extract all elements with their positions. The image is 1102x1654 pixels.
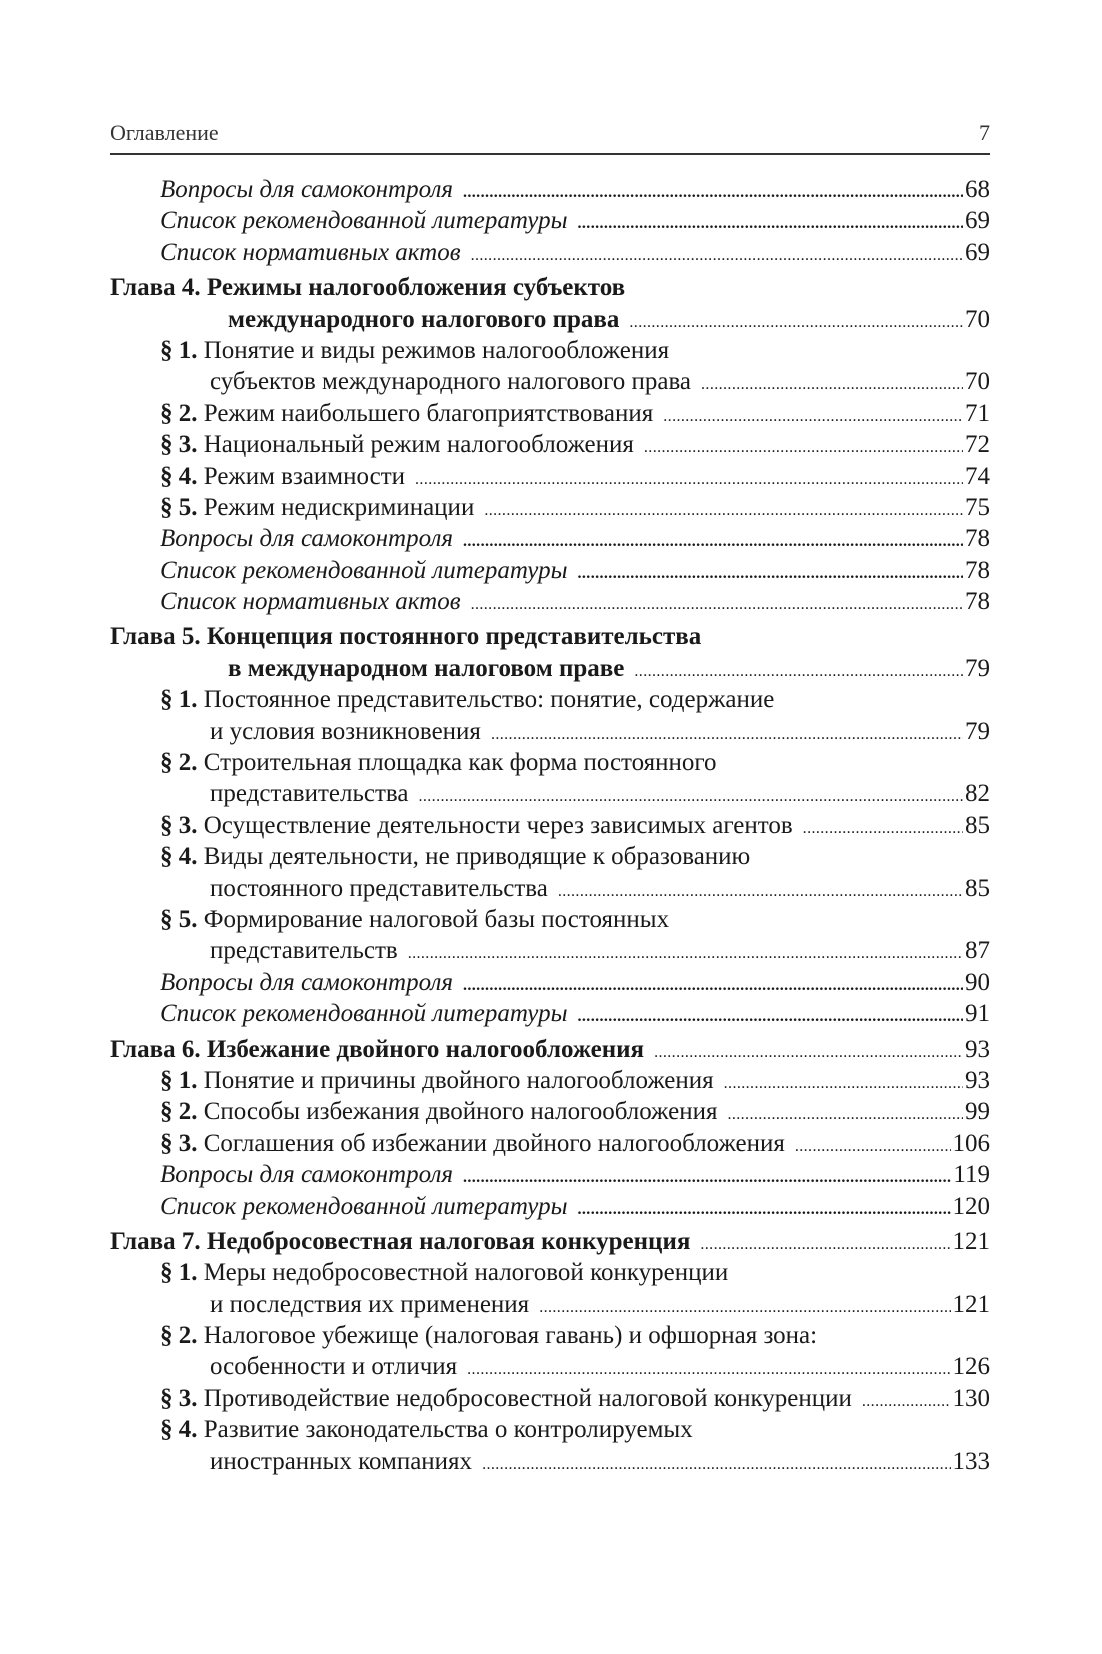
section-title: Способы избежания двойного налогообложения	[203, 1098, 718, 1126]
appendix-title: Список нормативных актов	[160, 238, 461, 266]
page-ref: 74	[965, 462, 990, 490]
page-ref: 99	[965, 1098, 990, 1126]
toc-entry[interactable]	[110, 586, 990, 617]
section-number: § 2.	[160, 399, 198, 427]
toc-entry[interactable]	[110, 1320, 990, 1351]
section-number: § 3.	[160, 1384, 198, 1412]
dot-leader	[654, 1034, 963, 1068]
appendix-title: Список рекомендованной литературы	[160, 1192, 568, 1220]
section-title: Формирование налоговой базы постоянных	[203, 905, 670, 933]
toc-entry[interactable]	[110, 935, 990, 966]
toc-entry[interactable]	[110, 904, 990, 935]
toc-entry[interactable]	[110, 205, 990, 236]
appendix-title: Список рекомендованной литературы	[160, 1000, 568, 1028]
running-header	[110, 117, 990, 155]
section-title: Налоговое убежище (налоговая гавань) и офшорная зона:	[203, 1322, 818, 1350]
section-title: представительств	[210, 937, 398, 965]
page-ref: 78	[965, 525, 990, 553]
section-title: Противодействие недобросовестной налоговой конкуренции	[203, 1384, 852, 1412]
dot-leader	[701, 366, 963, 400]
toc-entry[interactable]	[110, 272, 990, 303]
toc-entry[interactable]	[110, 967, 990, 998]
toc-entry[interactable]	[110, 1446, 990, 1477]
chapter-title: Концепция постоянного представительства	[206, 623, 702, 651]
section-title: Меры недобросовестной налоговой конкуренции	[203, 1259, 729, 1287]
page-ref: 106	[952, 1129, 990, 1157]
section-number: § 5.	[160, 493, 198, 521]
section-title: Развитие законодательства о контролируемых	[203, 1416, 693, 1444]
page-ref: 68	[965, 176, 990, 203]
page-number: 7	[979, 120, 990, 145]
toc-entry[interactable]	[110, 1351, 990, 1382]
section-number: § 2.	[160, 749, 198, 777]
section-title: постоянного представительства	[210, 874, 548, 902]
section-title: Режим недискриминации	[203, 493, 475, 521]
appendix-title: Список нормативных актов	[160, 588, 461, 616]
dot-leader	[484, 492, 963, 526]
section-title: Понятие и причины двойного налогообложения	[203, 1066, 714, 1094]
page-ref: 120	[952, 1192, 990, 1220]
page-ref: 72	[965, 431, 990, 459]
appendix-title: Вопросы для самоконтроля	[160, 525, 453, 553]
toc-entry[interactable]	[110, 716, 990, 747]
page-ref: 71	[965, 399, 990, 427]
section-title: Режим взаимности	[203, 462, 406, 490]
toc-entry[interactable]	[110, 1034, 990, 1065]
dot-leader	[471, 586, 963, 620]
page-ref: 69	[965, 207, 990, 235]
toc-entry[interactable]	[110, 174, 990, 205]
toc-entry[interactable]	[110, 1096, 990, 1127]
chapter-number: Глава 4.	[110, 274, 201, 302]
page-ref: 78	[965, 588, 990, 616]
section-title: субъектов международного налогового права	[210, 368, 692, 396]
section-title: Виды деятельности, не приводящие к образованию	[203, 843, 751, 871]
chapter-title: международного налогового права	[228, 305, 620, 333]
dot-leader	[795, 1128, 951, 1162]
toc-entry[interactable]	[110, 747, 990, 778]
page-ref: 70	[965, 305, 990, 333]
page-ref: 130	[952, 1384, 990, 1412]
toc-entry[interactable]	[110, 1159, 990, 1190]
dot-leader	[634, 653, 963, 687]
toc-entry[interactable]	[110, 1257, 990, 1288]
chapter-number: Глава 6.	[110, 1035, 201, 1063]
section-title: Осуществление деятельности через зависимых агентов	[203, 811, 793, 839]
toc-entry[interactable]	[110, 998, 990, 1029]
toc-entry[interactable]	[110, 461, 990, 492]
toc-entry[interactable]	[110, 873, 990, 904]
toc-entry[interactable]	[110, 492, 990, 523]
page-ref: 70	[965, 368, 990, 396]
dot-leader	[578, 205, 964, 239]
section-number: § 3.	[160, 431, 198, 459]
page-ref: 121	[952, 1290, 990, 1318]
chapter-title: в международном налоговом праве	[228, 654, 625, 682]
page-ref: 119	[953, 1161, 990, 1189]
section-number: § 1.	[160, 1259, 198, 1287]
dot-leader	[629, 304, 963, 338]
page-ref: 75	[965, 493, 990, 521]
page-ref: 85	[965, 811, 990, 839]
dot-leader	[727, 1096, 963, 1130]
table-of-contents	[110, 174, 990, 1477]
dot-leader	[862, 1383, 951, 1417]
page-ref: 133	[952, 1447, 990, 1475]
dot-leader	[644, 429, 963, 463]
section-number: § 1.	[160, 1066, 198, 1094]
toc-entry[interactable]	[110, 1128, 990, 1159]
chapter-number: Глава 7.	[110, 1227, 201, 1255]
page-ref: 78	[965, 556, 990, 584]
appendix-title: Вопросы для самоконтроля	[160, 968, 453, 996]
toc-entry[interactable]	[110, 1191, 990, 1222]
toc-entry[interactable]	[110, 523, 990, 554]
chapter-number: Глава 5.	[110, 623, 201, 651]
dot-leader	[578, 555, 964, 589]
page-ref: 121	[952, 1227, 990, 1255]
running-header-title: Оглавление	[110, 120, 219, 145]
section-title: иностранных компаниях	[210, 1447, 473, 1475]
page-ref: 82	[965, 780, 990, 808]
toc-entry[interactable]	[110, 429, 990, 460]
dot-leader	[539, 1289, 950, 1323]
toc-entry[interactable]	[110, 778, 990, 809]
section-title: Национальный режим налогообложения	[203, 431, 634, 459]
section-number: § 3.	[160, 1129, 198, 1157]
chapter-title: Избежание двойного налогообложения	[206, 1035, 645, 1063]
page-ref: 91	[965, 1000, 990, 1028]
toc-entry[interactable]	[110, 1065, 990, 1096]
section-title: Постоянное представительство: понятие, содержание	[203, 686, 775, 714]
dot-leader	[491, 716, 963, 750]
toc-entry[interactable]	[110, 653, 990, 684]
section-title: Соглашения об избежании двойного налогообложения	[203, 1129, 785, 1157]
dot-leader	[463, 523, 963, 557]
section-title: Режим наибольшего благоприятствования	[203, 399, 654, 427]
dot-leader	[578, 1191, 951, 1225]
appendix-title: Список рекомендованной литературы	[160, 207, 568, 235]
section-number: § 1.	[160, 336, 198, 364]
section-title: представительства	[210, 780, 409, 808]
appendix-title: Вопросы для самоконтроля	[160, 176, 453, 203]
dot-leader	[415, 461, 963, 495]
toc-entry[interactable]	[110, 1289, 990, 1320]
dot-leader	[724, 1065, 963, 1099]
dot-leader	[700, 1226, 950, 1260]
page-ref: 90	[965, 968, 990, 996]
toc-entry[interactable]	[110, 1383, 990, 1414]
dot-leader	[803, 810, 963, 844]
dot-leader	[463, 1159, 951, 1193]
section-title: и последствия их применения	[210, 1290, 530, 1318]
dot-leader	[558, 873, 963, 907]
section-number: § 2.	[160, 1322, 198, 1350]
dot-leader	[408, 935, 963, 969]
toc-entry[interactable]	[110, 621, 990, 652]
section-number: § 4.	[160, 462, 198, 490]
section-title: особенности и отличия	[210, 1353, 458, 1381]
toc-entry[interactable]	[110, 1226, 990, 1257]
section-number: § 4.	[160, 843, 198, 871]
toc-entry[interactable]	[110, 237, 990, 268]
toc-entry[interactable]	[110, 398, 990, 429]
section-number: § 5.	[160, 905, 198, 933]
section-title: Строительная площадка как форма постоянного	[203, 749, 717, 777]
section-number: § 3.	[160, 811, 198, 839]
dot-leader	[463, 967, 963, 1001]
appendix-title: Вопросы для самоконтроля	[160, 1161, 453, 1189]
chapter-title: Недобросовестная налоговая конкуренция	[206, 1227, 691, 1255]
section-title: и условия возникновения	[210, 717, 481, 745]
dot-leader	[663, 398, 963, 432]
dot-leader	[471, 237, 963, 271]
dot-leader	[482, 1446, 950, 1480]
page-ref: 93	[965, 1035, 990, 1063]
section-number: § 4.	[160, 1416, 198, 1444]
toc-entry[interactable]	[110, 555, 990, 586]
dot-leader	[463, 174, 963, 208]
appendix-title: Список рекомендованной литературы	[160, 556, 568, 584]
toc-entry[interactable]	[110, 1414, 990, 1445]
page-ref: 85	[965, 874, 990, 902]
dot-leader	[418, 778, 963, 812]
page-ref: 79	[965, 654, 990, 682]
page-ref: 79	[965, 717, 990, 745]
section-title: Понятие и виды режимов налогообложения	[203, 336, 670, 364]
toc-entry[interactable]	[110, 304, 990, 335]
toc-entry[interactable]	[110, 366, 990, 397]
page-ref: 126	[952, 1353, 990, 1381]
dot-leader	[467, 1351, 950, 1385]
toc-entry[interactable]	[110, 841, 990, 872]
section-number: § 1.	[160, 686, 198, 714]
page-ref: 87	[965, 937, 990, 965]
section-number: § 2.	[160, 1098, 198, 1126]
toc-entry[interactable]	[110, 335, 990, 366]
chapter-title: Режимы налогообложения субъектов	[206, 274, 626, 302]
toc-entry[interactable]	[110, 810, 990, 841]
toc-entry[interactable]	[110, 684, 990, 715]
page-ref: 69	[965, 238, 990, 266]
dot-leader	[578, 998, 964, 1032]
page-ref: 93	[965, 1066, 990, 1094]
